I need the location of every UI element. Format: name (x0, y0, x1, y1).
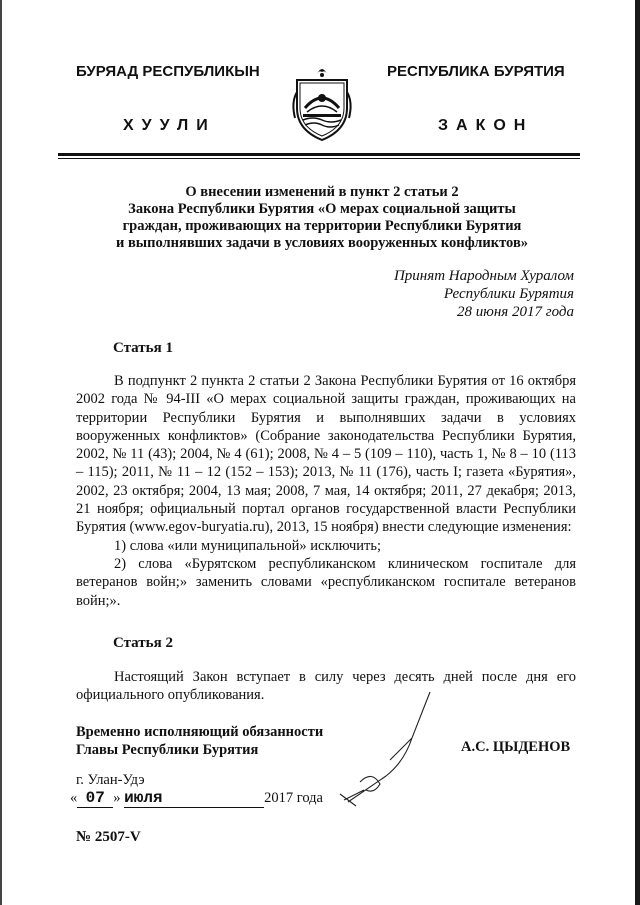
law-title-line: О внесении изменений в пункт 2 статьи 2 (185, 184, 459, 200)
signatory-name: А.С. ЦЫДЕНОВ (461, 739, 571, 755)
article-1-body (76, 372, 576, 610)
article-2-paragraph: Настоящий Закон вступает в силу через десять дней после дня его официального опубликования. (76, 669, 576, 704)
adoption-date: 28 июня 2017 года (457, 304, 574, 320)
article-1-heading: Статья 1 (113, 340, 173, 356)
scan-edge-right (635, 0, 640, 905)
date-year: 2017 года (264, 790, 323, 806)
adoption-line: Принят Народным Хуралом (393, 268, 574, 284)
date-day: 07 (85, 789, 105, 807)
adoption-note (394, 267, 574, 321)
date-close-quote: » (113, 790, 121, 806)
date-open-quote: « (70, 790, 78, 806)
signatory-position (76, 723, 323, 759)
scan-edge-left (0, 0, 2, 905)
header-left-title: БУРЯАД РЕСПУБЛИКЫН (76, 63, 260, 80)
law-title (70, 184, 574, 252)
law-number: № 2507-V (76, 829, 141, 845)
coat-of-arms-buryatia-icon (289, 62, 355, 142)
date-month: июля (124, 789, 163, 807)
signing-date (70, 789, 323, 808)
header-left-doctype: ХУУЛИ (123, 117, 216, 134)
article-2-heading: Статья 2 (113, 635, 173, 651)
adoption-line: Республики Бурятия (443, 286, 574, 302)
header-rule-thin (58, 158, 580, 159)
article-1-item-1: 1) слова «или муниципальной» исключить; (114, 537, 382, 554)
article-1-item-2: 2) слова «Бурятском республиканском клиническом госпитале для ветеранов войн;» заменить словами «республиканском госпитале ветеранов войн;». (76, 555, 576, 609)
header-right-doctype: ЗАКОН (438, 117, 534, 134)
law-title-line: и выполнявших задачи в условиях вооруженных конфликтов» (115, 235, 529, 251)
article-1-paragraph: В подпункт 2 пункта 2 статьи 2 Закона Республики Бурятия от 16 октября 2002 года № 94-III «О мерах социальной защиты граждан, проживающих на территории Республики Бурятия и выполнявших задачи в условиях вооруженных конфликтов» (Собрание законодательства Республики Бурятия, 2002, № 11 (43); 2004, № 4 (61); 2008, № 4 – 5 (109 – 110), часть 1, № 8 – 10 (113 – 115); 2011, № 11 – 12 (152 – 153); 2013, № 11 (176), часть I; газета «Бурятия», 2002, 23 октября; 2004, 13 мая; 2008, 7 мая, 14 октября; 2011, 27 декабря; 2013, 21 ноября; официальный портал органов государственной власти Республики Бурятия (www.egov-buryatia.ru), 2013, 15 ноября) внести следующие изменения: (76, 373, 576, 536)
law-title-line: Закона Республики Бурятия «О мерах социальной защиты (128, 201, 516, 217)
law-title-line: граждан, проживающих на территории Республики Бурятия (122, 218, 522, 234)
signatory-position-line: Главы Республики Бурятия (76, 742, 259, 758)
signing-city: г. Улан-Удэ (76, 772, 145, 788)
handwritten-signature-icon (320, 690, 460, 810)
header-rule-thick (58, 153, 580, 156)
signatory-position-line: Временно исполняющий обязанности (76, 724, 324, 740)
header-right-title: РЕСПУБЛИКА БУРЯТИЯ (387, 63, 565, 80)
